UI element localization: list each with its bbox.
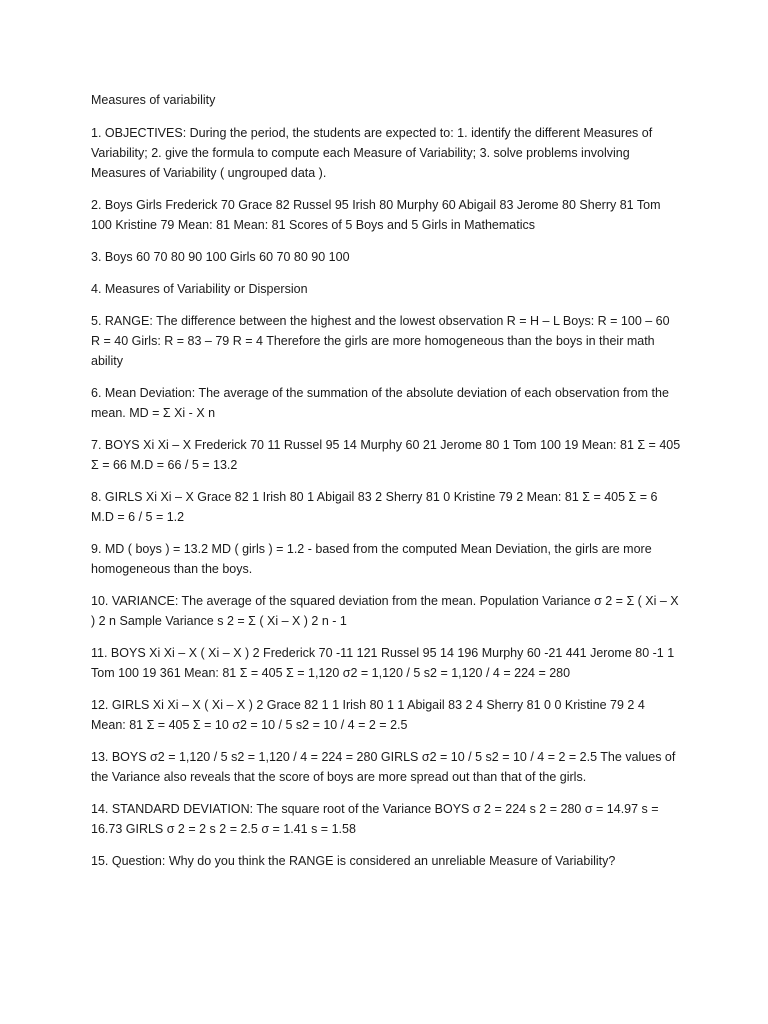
paragraph-girls-md: 8. GIRLS Xi Xi – X Grace 82 1 Irish 80 1 Abigail 83 2 Sherry 81 0 Kristine 79 2 Mean: 81 Σ = 405 Σ = 6 M.D = 6 / 5 = 1.2 [91, 490, 658, 524]
paragraph-boys-variance: 11. BOYS Xi Xi – X ( Xi – X ) 2 Frederick 70 -11 121 Russel 95 14 196 Murphy 60 -21 441 Jerome 80 -1 1 Tom 100 19 361 Mean: 81 Σ = 405 Σ = 1,120 σ2 = 1,120 / 5 s2 = 1,120 / 4 = 224 = 280 [91, 646, 675, 680]
paragraph-scores-table: 2. Boys Girls Frederick 70 Grace 82 Russel 95 Irish 80 Murphy 60 Abigail 83 Jerome 80 Sherry 81 Tom 100 Kristine 79 Mean: 81 Mean: 81 Scores of 5 Boys and 5 Girls in Mathematics [91, 198, 661, 232]
paragraph-range: 5. RANGE: The difference between the highest and the lowest observation R = H – L Boys: R = 100 – 60 R = 40 Girls: R = 83 – 79 R = 4 Therefore the girls are more homogeneous than the boys in their math ability [91, 314, 670, 368]
paragraph-objectives: 1. OBJECTIVES: During the period, the students are expected to: 1. identify the different Measures of Variability; 2. give the formula to compute each Measure of Variability; 3. solve problems involving Measures of Variability ( ungrouped data ). [91, 126, 653, 180]
paragraph-question: 15. Question: Why do you think the RANGE is considered an unreliable Measure of Variability? [91, 854, 616, 868]
paragraph-variance-comparison: 13. BOYS σ2 = 1,120 / 5 s2 = 1,120 / 4 = 224 = 280 GIRLS σ2 = 10 / 5 s2 = 10 / 4 = 2 = 2.5 The values of the Variance also reveals that the score of boys are more spread out than that of the girls. [91, 750, 676, 784]
paragraph-dispersion-heading: 4. Measures of Variability or Dispersion [91, 282, 308, 296]
document-page [91, 90, 681, 883]
paragraph-variance: 10. VARIANCE: The average of the squared deviation from the mean. Population Variance σ 2 = Σ ( Xi – X ) 2 n Sample Variance s 2 = Σ ( Xi – X ) 2 n - 1 [91, 594, 679, 628]
paragraph-md-comparison: 9. MD ( boys ) = 13.2 MD ( girls ) = 1.2 - based from the computed Mean Deviation, the girls are more homogeneous than the boys. [91, 542, 652, 576]
paragraph-score-scale: 3. Boys 60 70 80 90 100 Girls 60 70 80 90 100 [91, 250, 350, 264]
paragraph-mean-deviation: 6. Mean Deviation: The average of the summation of the absolute deviation of each observation from the mean. MD = Σ Xi - X n [91, 386, 669, 420]
paragraph-boys-md: 7. BOYS Xi Xi – X Frederick 70 11 Russel 95 14 Murphy 60 21 Jerome 80 1 Tom 100 19 Mean: 81 Σ = 405 Σ = 66 M.D = 66 / 5 = 13.2 [91, 438, 681, 472]
paragraph-girls-variance: 12. GIRLS Xi Xi – X ( Xi – X ) 2 Grace 82 1 1 Irish 80 1 1 Abigail 83 2 4 Sherry 81 0 0 Kristine 79 2 4 Mean: 81 Σ = 405 Σ = 10 σ2 = 10 / 5 s2 = 10 / 4 = 2 = 2.5 [91, 698, 645, 732]
document-title: Measures of variability [91, 93, 216, 107]
paragraph-standard-deviation: 14. STANDARD DEVIATION: The square root of the Variance BOYS σ 2 = 224 s 2 = 280 σ = 14.97 s = 16.73 GIRLS σ 2 = 2 s 2 = 2.5 σ = 1.41 s = 1.58 [91, 802, 659, 836]
